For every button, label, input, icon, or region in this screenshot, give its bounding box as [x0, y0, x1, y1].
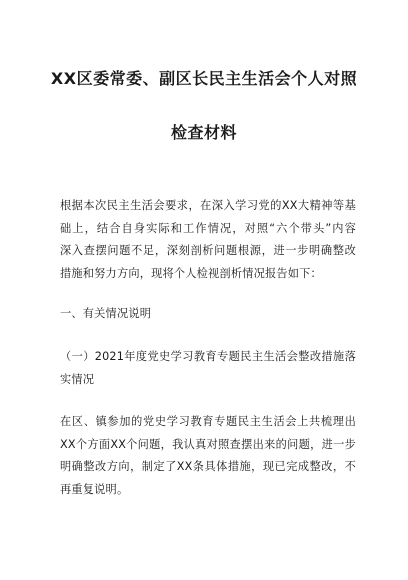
- body-line-2: XX个方面XX个问题，我认真对照查摆出来的问题，进一步: [60, 437, 356, 451]
- subsection-heading-line-2: 实情况: [60, 372, 95, 386]
- intro-paragraph: [60, 195, 356, 285]
- intro-line-4: 措施和努力方向，现将个人检视剖析情况报告如下：: [60, 266, 322, 280]
- intro-line-1: 根据本次民主生活会要求，在深入学习党的XX大精神等基: [60, 199, 356, 212]
- body-line-4: 再重复说明。: [60, 482, 129, 496]
- intro-line-3: 深入查摆问题不足，深刻剖析问题根源，进一步明确整改: [60, 244, 356, 257]
- subsection-heading-1: [60, 346, 356, 391]
- document-title-line-2: 检查材料: [170, 123, 237, 142]
- subsection-heading-line-1: （一）2021年度党史学习教育专题民主生活会整改措施落: [60, 350, 356, 363]
- section-heading-1: [60, 303, 356, 326]
- intro-line-2: 础上，结合自身实际和工作情况，对照“六个带头”内容: [60, 221, 356, 235]
- body-line-3: 明确整改方向，制定了XX条具体措施，现已完成整改，不: [60, 460, 356, 473]
- body-paragraph-1: [60, 411, 356, 501]
- body-line-1: 在区、镇参加的党史学习教育专题民主生活会上共梳理出: [60, 415, 356, 428]
- document-title-line-1: XX区委常委、副区长民主生活会个人对照: [50, 69, 358, 88]
- section-heading-1-text: 一、有关情况说明: [60, 307, 152, 320]
